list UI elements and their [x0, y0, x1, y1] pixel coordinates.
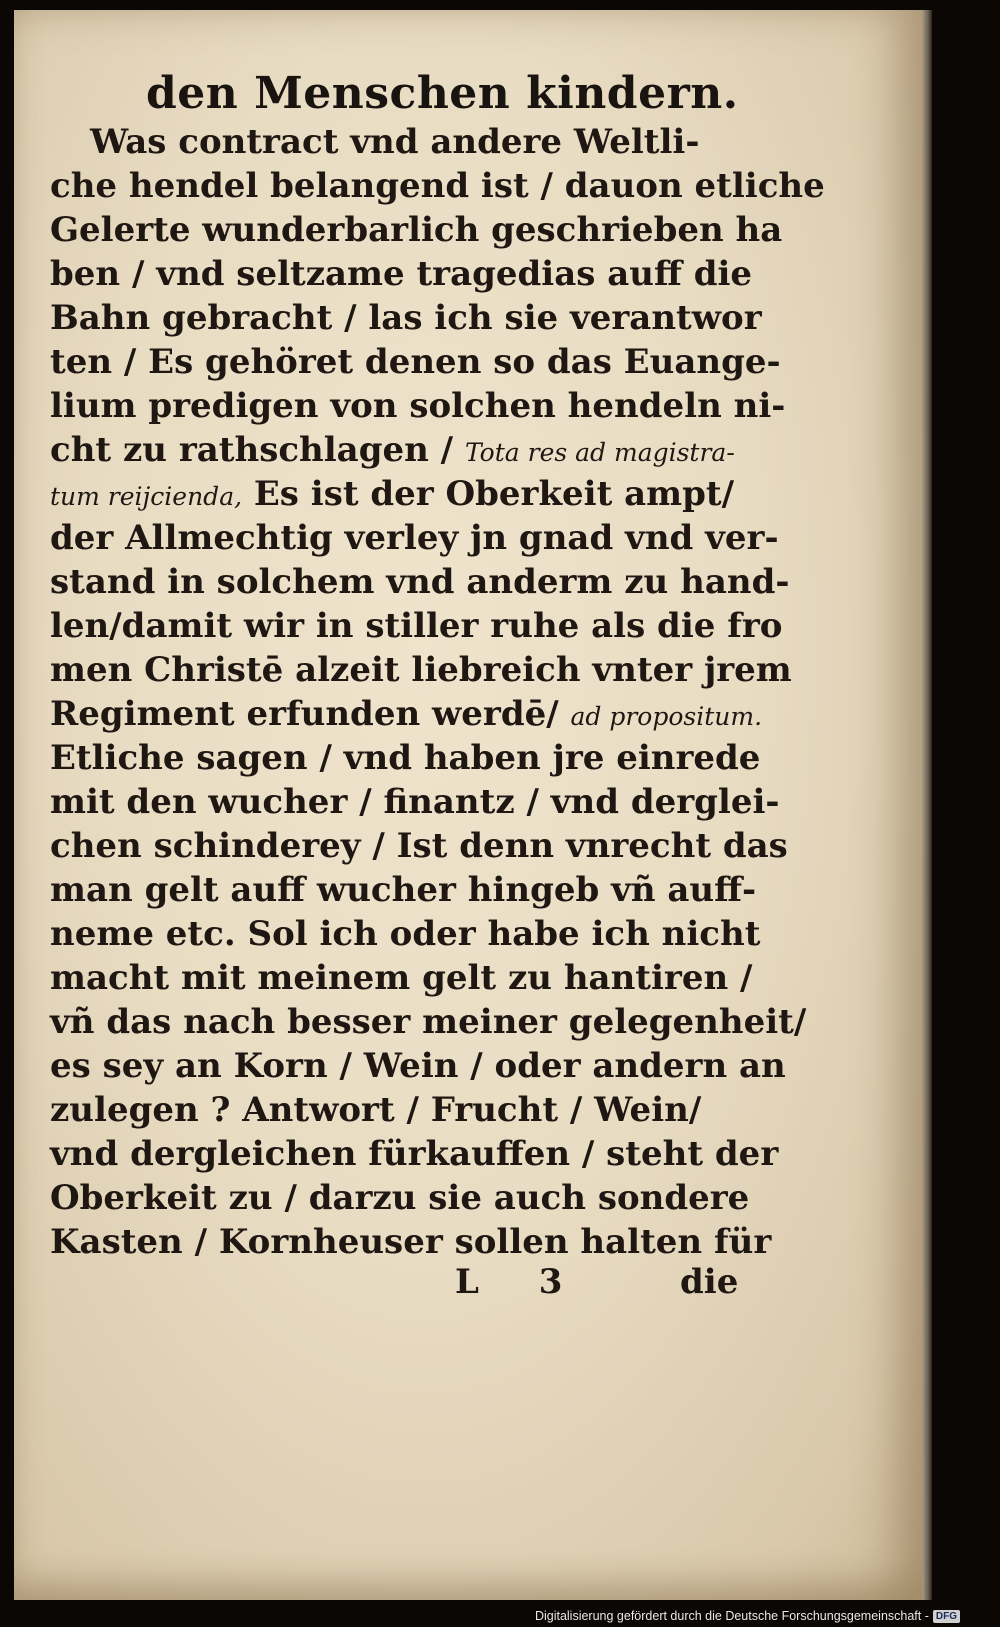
text-line: vnd dergleichen fürkauffen / steht der	[50, 1134, 779, 1174]
text-line: der Allmechtig verley jn gnad vnd ver-	[50, 518, 779, 558]
dfg-logo: DFG	[933, 1610, 960, 1623]
page-edge	[922, 10, 932, 1600]
latin-italic: tum reijcienda,	[50, 482, 243, 511]
text-line: ten / Es gehöret denen so das Euange-	[50, 342, 781, 382]
text-line: stand in solchem vnd anderm zu hand-	[50, 562, 790, 602]
latin-italic: Tota res ad magistra-	[464, 438, 735, 467]
text-line: man gelt auff wucher hingeb vñ auff-	[50, 870, 757, 910]
text-line: ben / vnd seltzame tragedias auff die	[50, 254, 753, 294]
text-line: zulegen ? Antwort / Frucht / Wein/	[50, 1090, 702, 1130]
text-line: lium predigen von solchen hendeln ni-	[50, 386, 786, 426]
text-line: neme etc. Sol ich oder habe ich nicht	[50, 914, 761, 954]
text-fragment: Regiment erfunden werdē/	[50, 694, 571, 734]
signature-mark: L 3	[455, 1262, 587, 1302]
text-line	[50, 694, 762, 734]
text-line: vñ das nach besser meiner gelegenheit/	[50, 1002, 807, 1042]
text-fragment: cht zu rathschlagen /	[50, 430, 465, 470]
footer-text: Digitalisierung gefördert durch die Deutsche Forschungsgemeinschaft -	[534, 1609, 929, 1623]
text-line: che hendel belangend ist / dauon etliche	[50, 166, 825, 206]
text-line: Kasten / Kornheuser sollen halten für	[50, 1222, 772, 1262]
text-fragment: Es ist der Oberkeit ampt/	[242, 474, 735, 514]
text-line: Bahn gebracht / las ich sie verantwor	[50, 298, 762, 338]
text-line: macht mit meinem gelt zu hantiren /	[50, 958, 753, 998]
text-line: len/damit wir in stiller ruhe als die fro	[50, 606, 783, 646]
catchword: die	[680, 1262, 739, 1302]
text-line: Etliche sagen / vnd haben jre einrede	[50, 738, 761, 778]
digitization-footer	[535, 1609, 960, 1623]
text-line	[50, 430, 735, 470]
text-line: es sey an Korn / Wein / oder andern an	[50, 1046, 786, 1086]
text-line: Oberkeit zu / darzu sie auch sondere	[50, 1178, 750, 1218]
running-head: den Menschen kindern.	[146, 68, 739, 119]
text-line: chen schinderey / Ist denn vnrecht das	[50, 826, 788, 866]
latin-italic: ad propositum.	[570, 702, 763, 731]
text-line: Gelerte wunderbarlich geschrieben ha	[50, 210, 783, 250]
text-line: mit den wucher / finantz / vnd derglei-	[50, 782, 780, 822]
text-line: men Christē alzeit liebreich vnter jrem	[50, 650, 792, 690]
text-line: Was contract vnd andere Weltli-	[90, 122, 700, 162]
text-line	[50, 474, 734, 514]
